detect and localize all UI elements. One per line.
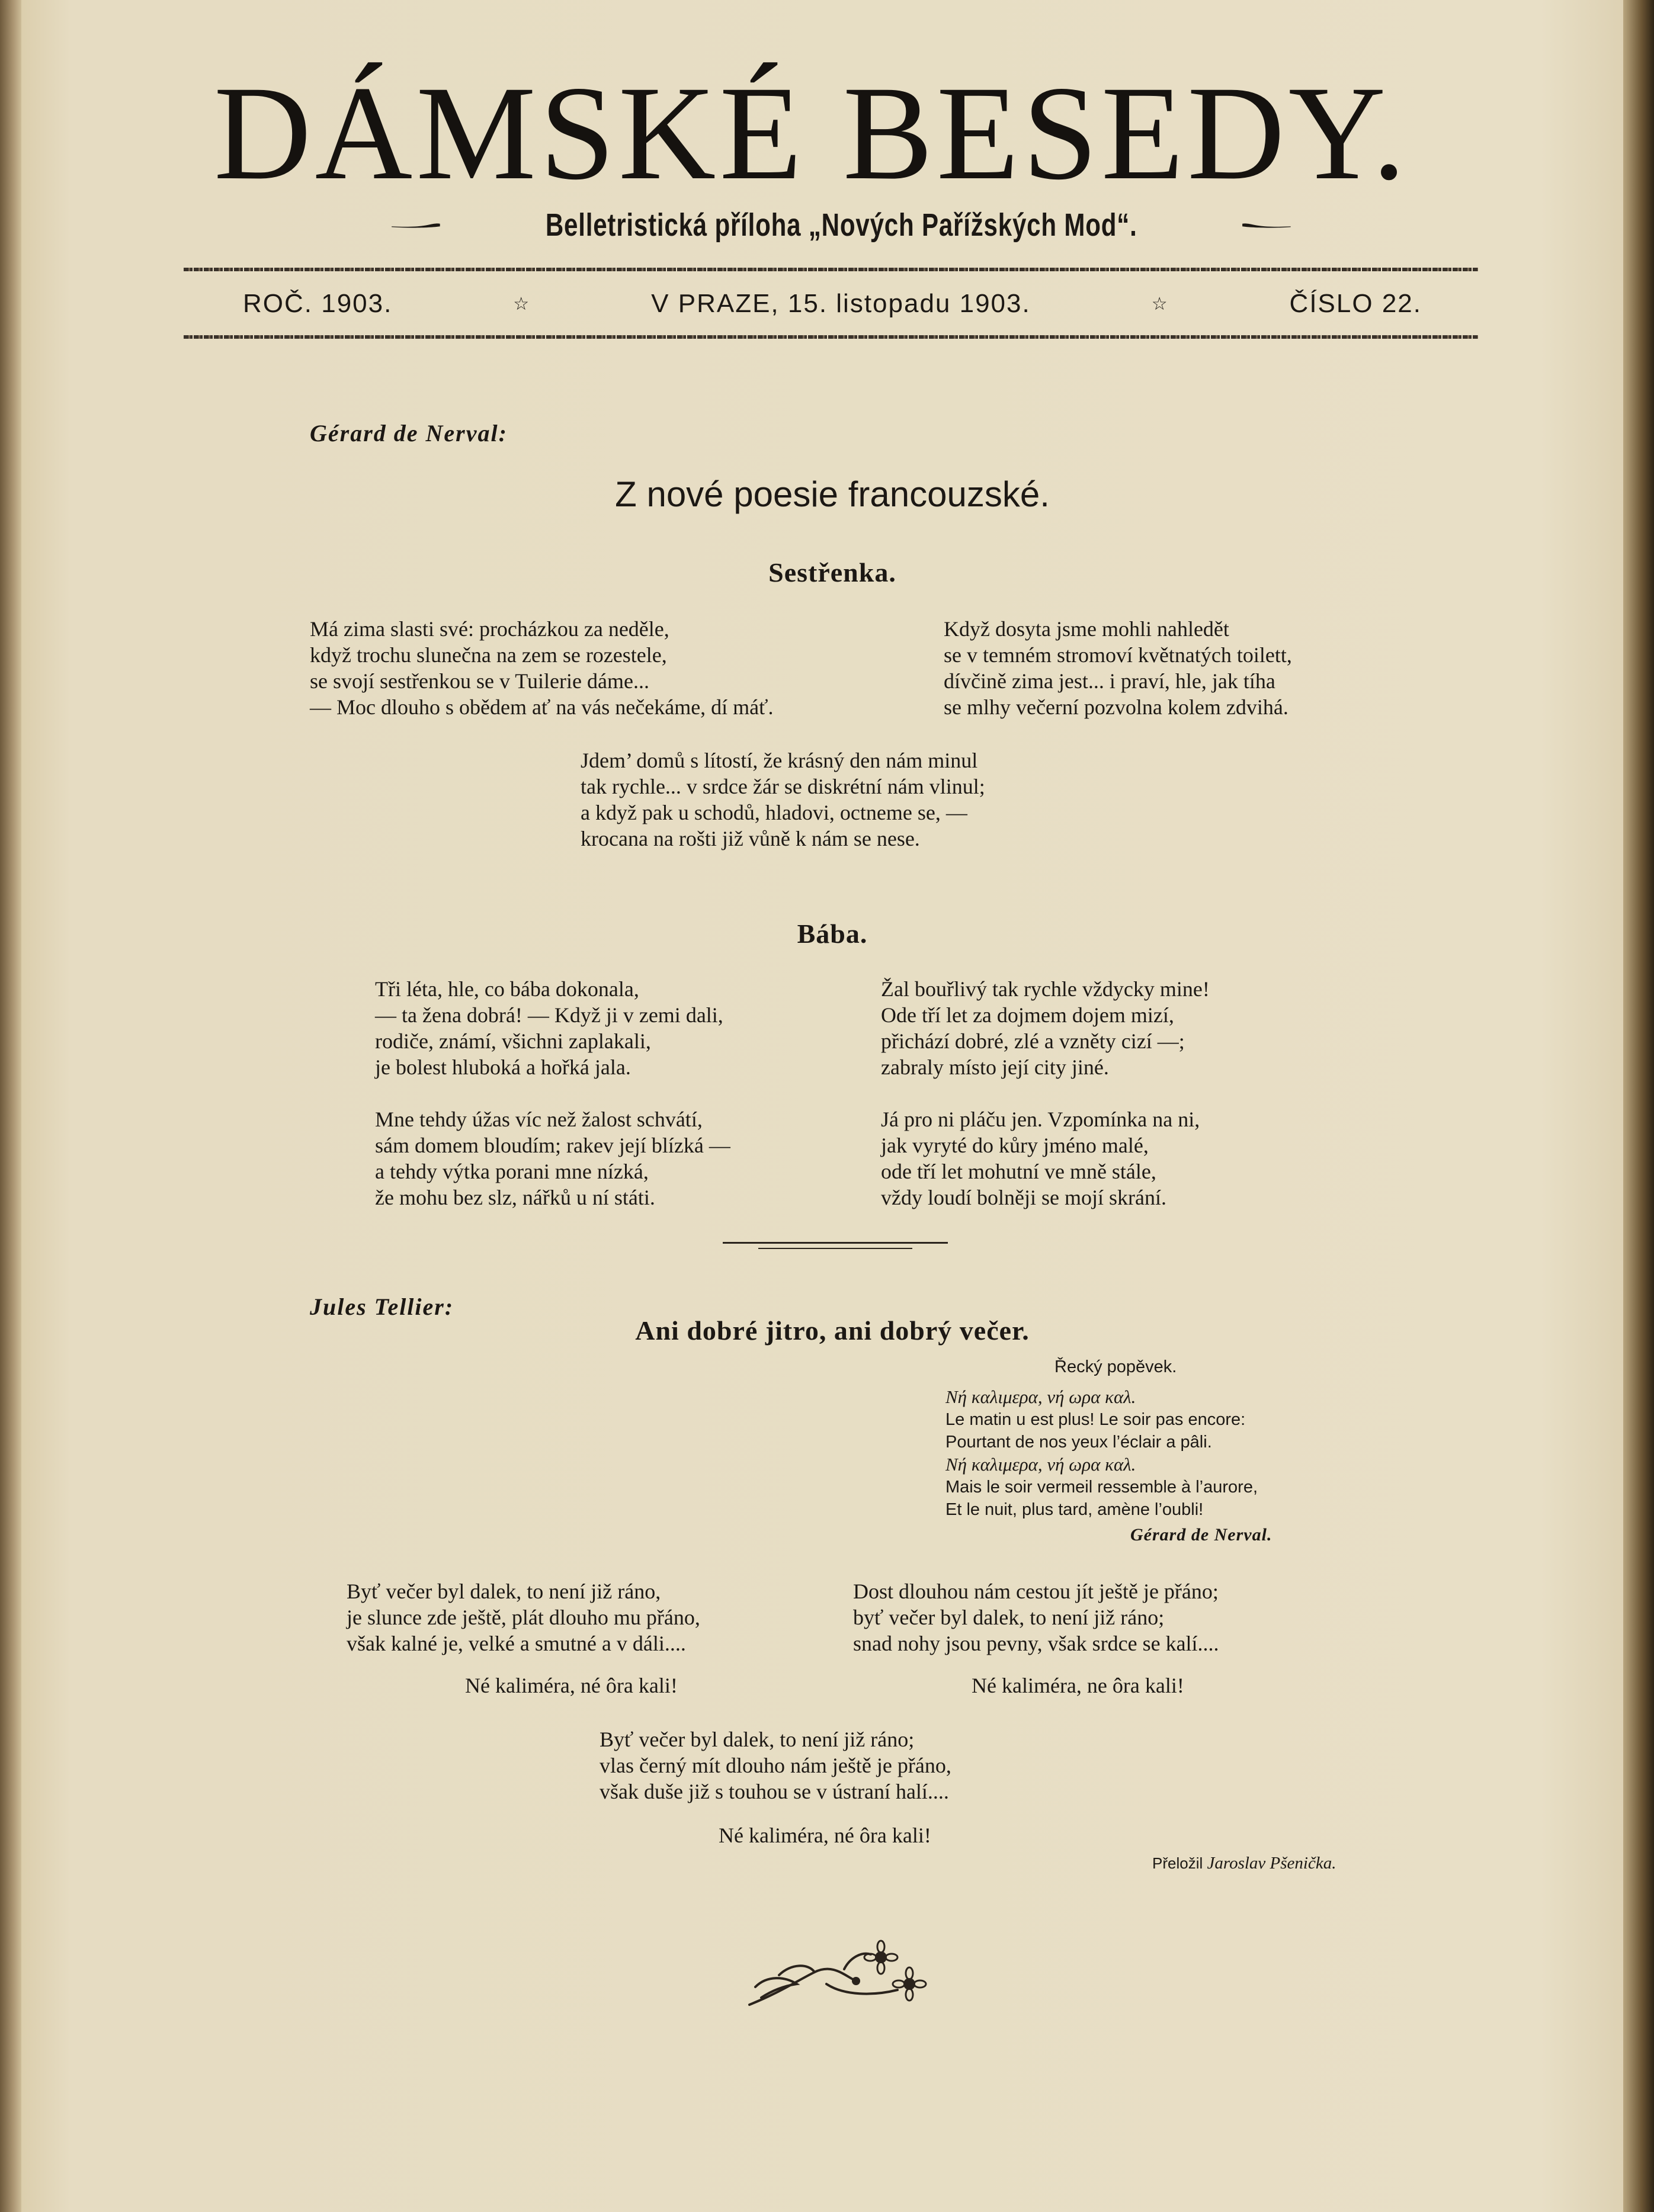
- section-divider-inner: [758, 1248, 912, 1249]
- swash-right-icon: [1242, 218, 1291, 232]
- verse-line: Byť večer byl dalek, to není již ráno;: [600, 1728, 915, 1751]
- dateline: [243, 283, 1422, 325]
- tellier-center-refrain: Né kaliméra, né ôra kali!: [719, 1823, 931, 1847]
- verse-line: Jdem’ domů s lítostí, že krásný den nám minul: [581, 749, 978, 772]
- verse-line: Když dosyta jsme mohli nahledět: [944, 617, 1229, 641]
- verse-line: Má zima slasti své: procházkou za neděle,: [310, 617, 669, 641]
- baba-right-column: [881, 976, 1210, 1211]
- author-tellier: Jules Tellier:: [310, 1293, 454, 1320]
- verse-line: Byť večer byl dalek, to není již ráno,: [347, 1579, 661, 1603]
- verse-line: se v temném stromoví květnatých toilett,: [944, 643, 1292, 667]
- verse-line: zabraly místo její city jiné.: [881, 1055, 1109, 1079]
- verse-line: tak rychle... v srdce žár se diskrétní nám vlinul;: [581, 775, 985, 798]
- verse-line: Mne tehdy úžas víc než žalost schvátí,: [375, 1107, 703, 1131]
- star-separator-icon: ☆: [1151, 294, 1169, 314]
- verse-line: a tehdy výtka porani mne nízká,: [375, 1160, 649, 1183]
- verse-line: když trochu slunečna na zem se rozestele,: [310, 643, 667, 667]
- epigraph-line: Le matin u est plus! Le soir pas encore:: [945, 1410, 1246, 1429]
- verse-line: se svojí sestřenkou se v Tuilerie dáme...: [310, 669, 649, 693]
- sestrenka-right-stanza: [944, 616, 1292, 720]
- masthead-subtitle: Belletristická příloha „Nových Pařížských Mod“.: [545, 207, 1137, 243]
- tellier-left-stanza: [347, 1578, 700, 1656]
- verse-line: Žal bouřlivý tak rychle vždycky mine!: [881, 977, 1210, 1001]
- dateline-rule-bottom: [184, 335, 1478, 339]
- baba-left-column: [375, 976, 730, 1211]
- translator-credit: [1152, 1854, 1336, 1873]
- verse-line: však kalné je, velké a smutné a v dáli....: [347, 1632, 686, 1655]
- epigraph-line: Mais le soir vermeil ressemble à l’aurore,: [945, 1478, 1258, 1497]
- sestrenka-left-stanza: [310, 616, 774, 720]
- star-separator-icon: ☆: [513, 294, 531, 314]
- swash-left-icon: [391, 218, 441, 232]
- masthead-title: DÁMSKÉ BESEDY.: [213, 59, 1410, 208]
- sestrenka-center-stanza: [581, 747, 985, 852]
- verse-line: snad nohy jsou pevny, však srdce se kalí....: [853, 1632, 1219, 1655]
- volume-label: ROČ. 1903.: [243, 289, 393, 318]
- epigraph-line: Pourtant de nos yeux l’éclair a pâli.: [945, 1433, 1212, 1452]
- verse-line: je slunce zde ještě, plát dlouho mu přáno,: [347, 1606, 700, 1629]
- verse-line: Dost dlouhou nám cestou jít ještě je přáno;: [853, 1579, 1219, 1603]
- translator-prefix: Přeložil: [1152, 1854, 1203, 1872]
- verse-line: vždy loudí bolněji se mojí skrání.: [881, 1186, 1166, 1209]
- author-nerval: Gérard de Nerval:: [310, 420, 508, 447]
- verse-line: — ta žena dobrá! — Když ji v zemi dali,: [375, 1003, 723, 1027]
- verse-line: však duše již s touhou se v ústraní halí....: [600, 1780, 949, 1803]
- poem-title-sestrenka: Sestřenka.: [768, 557, 896, 587]
- book-binding-edge: [0, 0, 21, 2212]
- verse-line: ode tří let mohutní ve mně stále,: [881, 1160, 1156, 1183]
- section-heading: Z nové poesie francouzské.: [615, 474, 1050, 514]
- poem-title-ani-dobre: Ani dobré jitro, ani dobrý večer.: [635, 1315, 1030, 1346]
- verse-line: vlas černý mít dlouho nám ještě je přáno,: [600, 1754, 951, 1777]
- verse-line: krocana na rošti již vůně k nám se nese.: [581, 827, 920, 850]
- verse-line: sám domem bloudím; rakev její blízká —: [375, 1134, 730, 1157]
- page-right-edge: [1623, 0, 1654, 2212]
- verse-line: je bolest hluboká a hořká jala.: [375, 1055, 631, 1079]
- section-divider: [723, 1242, 948, 1244]
- verse-line: že mohu bez slz, nářků u ní státi.: [375, 1186, 655, 1209]
- verse-line: dívčině zima jest... i praví, hle, jak tíha: [944, 669, 1275, 693]
- poem-title-baba: Bába.: [797, 919, 868, 949]
- epigraph: [945, 1386, 1258, 1521]
- verse-line: — Moc dlouho s obědem ať na vás nečekáme, dí máť.: [310, 695, 774, 719]
- tellier-right-stanza: [853, 1578, 1219, 1656]
- verse-line: Já pro ni pláču jen. Vzpomínka na ni,: [881, 1107, 1200, 1131]
- verse-line: Tři léta, hle, co bába dokonala,: [375, 977, 639, 1001]
- dateline-rule-top: [184, 268, 1478, 271]
- verse-line: Ode tří let za dojmem dojem mizí,: [881, 1003, 1174, 1027]
- verse-line: jak vyryté do kůry jméno malé,: [881, 1134, 1149, 1157]
- tellier-center-stanza: [600, 1726, 951, 1805]
- verse-line: byť večer byl dalek, to není již ráno;: [853, 1606, 1165, 1629]
- tellier-left-refrain: Né kaliméra, né ôra kali!: [465, 1674, 678, 1697]
- floral-ornament-icon: [743, 1940, 933, 2017]
- translator-name: Jaroslav Pšenička.: [1207, 1854, 1336, 1873]
- epigraph-line: Nή καλιμερα, νή ωρα καλ.: [945, 1454, 1136, 1475]
- epigraph-line: Nή καλιμερα, νή ωρα καλ.: [945, 1386, 1136, 1407]
- epigraph-line: Et le nuit, plus tard, amène l’oubli!: [945, 1500, 1204, 1519]
- verse-line: rodiče, známí, všichni zaplakali,: [375, 1029, 651, 1053]
- epigraph-label: Řecký popěvek.: [1054, 1357, 1177, 1376]
- place-date-label: V PRAZE, 15. listopadu 1903.: [651, 289, 1031, 318]
- issue-label: ČÍSLO 22.: [1289, 289, 1422, 318]
- epigraph-author: Gérard de Nerval.: [1130, 1525, 1272, 1545]
- masthead-subtitle-row: [391, 201, 1291, 249]
- verse-line: přichází dobré, zlé a vzněty cizí —;: [881, 1029, 1185, 1053]
- tellier-right-refrain: Né kaliméra, ne ôra kali!: [972, 1674, 1184, 1697]
- verse-line: a když pak u schodů, hladovi, octneme se, —: [581, 801, 967, 824]
- verse-line: se mlhy večerní pozvolna kolem zdvihá.: [944, 695, 1288, 719]
